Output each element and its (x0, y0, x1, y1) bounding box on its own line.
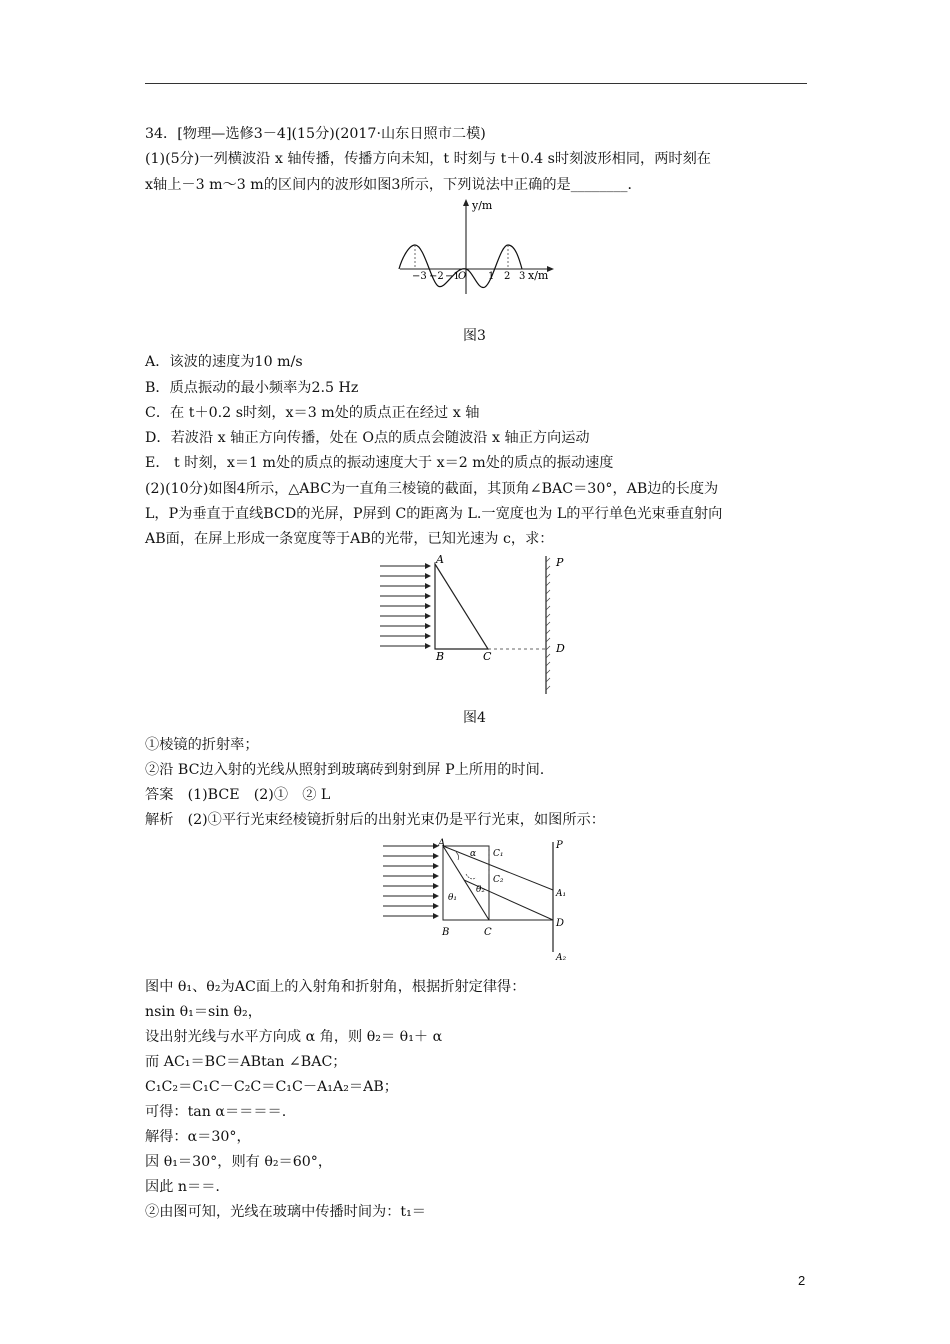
solution-line: nsin θ₁＝sin θ₂， (145, 1004, 262, 1020)
analysis-line: 解析 (2)①平行光束经棱镜折射后的出射光束仍是平行光束，如图所示： (145, 812, 605, 828)
option-c: C．在 t＋0.2 s时刻，x＝3 m处的质点正在经过 x 轴 (145, 405, 480, 421)
fig5-label-theta1: θ₁ (448, 893, 458, 903)
solution-line: 解得：α＝30°， (145, 1129, 251, 1145)
fig4-label-c: C (483, 650, 492, 663)
fig3-tick: −1 (445, 271, 460, 282)
part2-text-line1: (2)(10分)如图4所示，△ABC为一直角三棱镜的截面，其顶角∠BAC＝30°，AB边的长度为 (145, 481, 719, 497)
solution-line: C₁C₂＝C₁C－C₂C＝C₁C－A₁A₂＝AB； (145, 1079, 398, 1095)
fig3-y-label: y/m (472, 199, 493, 212)
fig5-label-a: A (438, 838, 446, 849)
page-number: 2 (798, 1273, 806, 1288)
option-a: A．该波的速度为10 m/s (145, 354, 303, 370)
fig5-label-theta2: θ₂ (476, 885, 486, 895)
fig3-tick: 3 (519, 271, 526, 282)
figure-3-wave-graph (395, 196, 560, 296)
solution-line: ②由图可知，光线在玻璃中传播时间为：t₁＝ (145, 1204, 426, 1220)
fig3-x-label: x/m (528, 269, 549, 282)
fig5-label-a1: A₁ (556, 889, 567, 899)
fig5-label-c1: C₁ (493, 849, 504, 859)
part1-text-line2: x轴上－3 m～3 m的区间内的波形如图3所示，下列说法中正确的是________． (145, 177, 642, 193)
fig3-tick: 2 (504, 271, 511, 282)
solution-line: 因此 n＝＝. (145, 1179, 220, 1195)
fig4-label-p: P (556, 556, 564, 569)
part2-text-line3: AB面，在屏上形成一条宽度等于AB的光带，已知光速为 c，求： (145, 531, 554, 547)
option-e: E． t 时刻，x＝1 m处的质点的振动速度大于 x＝2 m处的质点的振动速度 (145, 455, 614, 471)
solution-line: 设出射光线与水平方向成 α 角，则 θ₂＝ θ₁＋ α (145, 1029, 443, 1045)
answer-line: 答案 (1)BCE (2)① ② L (145, 787, 331, 803)
question-title: 34．[物理—选修3－4](15分)(2017·山东日照市二模) (145, 126, 486, 142)
solution-line: 而 AC₁＝BC＝ABtan ∠BAC； (145, 1054, 347, 1070)
header-rule (145, 83, 807, 84)
fig5-label-alpha: α (470, 849, 477, 859)
fig5-label-a2: A₂ (556, 953, 567, 963)
fig4-label-d: D (556, 642, 565, 655)
fig5-label-b: B (442, 927, 450, 938)
fig5-label-c: C (484, 927, 492, 938)
part1-text-line1: (1)(5分)一列横波沿 x 轴传播，传播方向未知，t 时刻与 t＋0.4 s时刻波形相同，两时刻在 (145, 151, 711, 167)
question-item-1: ①棱镜的折射率； (145, 737, 259, 753)
figure-3-caption: 图3 (463, 328, 486, 344)
figure-5-refraction-diagram (378, 834, 578, 966)
option-b: B．质点振动的最小频率为2.5 Hz (145, 380, 359, 396)
solution-line: 因 θ₁＝30°，则有 θ₂＝60°， (145, 1154, 333, 1170)
fig3-tick: −2 (429, 271, 444, 282)
fig5-label-p: P (556, 840, 563, 851)
fig4-label-a: A (436, 554, 444, 566)
prism-triangle (435, 564, 488, 649)
question-item-2: ②沿 BC边入射的光线从照射到玻璃砖到射到屏 P上所用的时间. (145, 762, 545, 778)
solution-line: 可得：tan α＝＝＝＝. (145, 1104, 287, 1120)
fig5-label-d: D (556, 918, 565, 929)
fig5-label-c2: C₂ (493, 875, 504, 885)
fig3-origin: O (458, 271, 467, 282)
figure-4-prism (370, 554, 580, 699)
option-d: D．若波沿 x 轴正方向传播，处在 O点的质点会随波沿 x 轴正方向运动 (145, 430, 590, 446)
figure-4-caption: 图4 (463, 710, 486, 726)
part2-text-line2: L，P为垂直于直线BCD的光屏，P屏到 C的距离为 L.一宽度也为 L的平行单色光束垂直射向 (145, 506, 723, 522)
fig4-label-b: B (436, 650, 445, 663)
solution-line: 图中 θ₁、θ₂为AC面上的入射角和折射角，根据折射定律得： (145, 979, 526, 995)
fig3-tick: 1 (488, 271, 495, 282)
fig3-tick: −3 (412, 271, 427, 282)
